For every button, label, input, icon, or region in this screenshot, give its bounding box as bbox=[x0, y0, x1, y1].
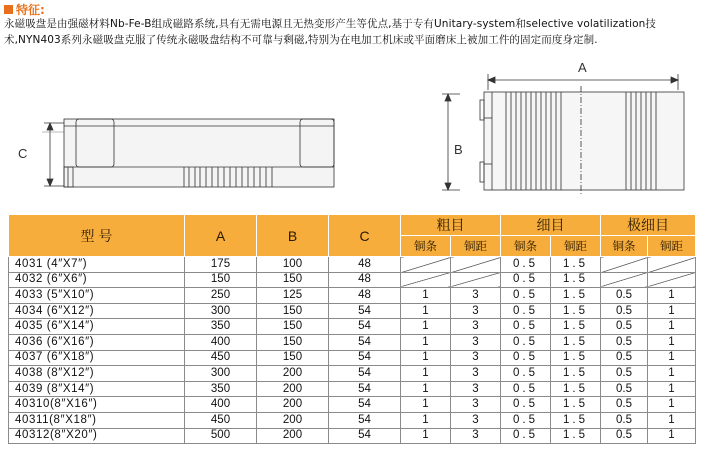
cell-model: 4037 (6″X18″) bbox=[9, 350, 185, 366]
cell-fine-pitch: 1.5 bbox=[551, 288, 601, 304]
cell-fine-strip: 0.5 bbox=[501, 366, 551, 382]
cell-model: 4035 (6″X14″) bbox=[9, 319, 185, 335]
spec-table-body bbox=[9, 257, 696, 444]
cell-coarse-strip: 1 bbox=[401, 350, 451, 366]
cell-b: 150 bbox=[257, 350, 329, 366]
cell-model: 40310(8″X16″) bbox=[9, 397, 185, 413]
cell-a: 400 bbox=[185, 397, 257, 413]
cell-c: 54 bbox=[329, 428, 401, 444]
cell-model: 40312(8″X20″) bbox=[9, 428, 185, 444]
cell-extra-fine-strip bbox=[601, 257, 648, 273]
cell-coarse-pitch: 3 bbox=[451, 397, 501, 413]
section-header bbox=[4, 2, 45, 16]
cell-extra-fine-pitch: 1 bbox=[648, 350, 696, 366]
cell-coarse-strip: 1 bbox=[401, 397, 451, 413]
cell-fine-pitch: 1.5 bbox=[551, 350, 601, 366]
table-row bbox=[9, 257, 696, 273]
cell-coarse-pitch: 3 bbox=[451, 303, 501, 319]
cell-c: 54 bbox=[329, 319, 401, 335]
cell-coarse-pitch: 3 bbox=[451, 381, 501, 397]
cell-coarse-strip: 1 bbox=[401, 381, 451, 397]
header-extra-fine: 极细目 bbox=[601, 215, 696, 236]
cell-fine-pitch: 1.5 bbox=[551, 319, 601, 335]
cell-b: 150 bbox=[257, 303, 329, 319]
cell-c: 54 bbox=[329, 412, 401, 428]
cell-fine-pitch: 1.5 bbox=[551, 428, 601, 444]
cell-fine-strip: 0.5 bbox=[501, 257, 551, 273]
cell-a: 450 bbox=[185, 412, 257, 428]
dimension-a-label: A bbox=[578, 60, 587, 75]
cell-extra-fine-strip: 0.5 bbox=[601, 381, 648, 397]
cell-coarse-pitch: 3 bbox=[451, 288, 501, 304]
cell-b: 200 bbox=[257, 412, 329, 428]
cell-model: 4034 (6″X12″) bbox=[9, 303, 185, 319]
cell-extra-fine-pitch: 1 bbox=[648, 288, 696, 304]
table-row bbox=[9, 334, 696, 350]
cell-fine-strip: 0.5 bbox=[501, 412, 551, 428]
cell-c: 54 bbox=[329, 381, 401, 397]
header-extra-fine-strip: 铜条 bbox=[601, 236, 648, 257]
cell-b: 200 bbox=[257, 381, 329, 397]
cell-c: 54 bbox=[329, 350, 401, 366]
header-extra-fine-pitch: 铜距 bbox=[648, 236, 696, 257]
cell-model: 4031 (4″X7″) bbox=[9, 257, 185, 273]
header-coarse-pitch: 铜距 bbox=[451, 236, 501, 257]
cell-b: 150 bbox=[257, 319, 329, 335]
cell-extra-fine-strip: 0.5 bbox=[601, 288, 648, 304]
cell-extra-fine-strip: 0.5 bbox=[601, 303, 648, 319]
cell-a: 500 bbox=[185, 428, 257, 444]
cell-fine-pitch: 1.5 bbox=[551, 257, 601, 273]
header-a: A bbox=[185, 215, 257, 257]
cell-model: 4036 (6″X16″) bbox=[9, 334, 185, 350]
cell-a: 400 bbox=[185, 334, 257, 350]
table-row bbox=[9, 319, 696, 335]
cell-a: 450 bbox=[185, 350, 257, 366]
side-view-drawing bbox=[14, 110, 344, 200]
table-row bbox=[9, 272, 696, 288]
header-model: 型 号 bbox=[9, 215, 185, 257]
cell-c: 48 bbox=[329, 272, 401, 288]
cell-extra-fine-pitch: 1 bbox=[648, 303, 696, 319]
cell-a: 300 bbox=[185, 303, 257, 319]
cell-model: 40311(8″X18″) bbox=[9, 412, 185, 428]
cell-coarse-pitch bbox=[451, 272, 501, 288]
cell-coarse-strip: 1 bbox=[401, 428, 451, 444]
cell-extra-fine-strip bbox=[601, 272, 648, 288]
cell-extra-fine-pitch: 1 bbox=[648, 397, 696, 413]
table-row bbox=[9, 350, 696, 366]
cell-coarse-pitch: 3 bbox=[451, 334, 501, 350]
header-fine: 细目 bbox=[501, 215, 601, 236]
cell-coarse-pitch bbox=[451, 257, 501, 273]
cell-b: 200 bbox=[257, 428, 329, 444]
cell-extra-fine-strip: 0.5 bbox=[601, 366, 648, 382]
table-row bbox=[9, 303, 696, 319]
cell-extra-fine-strip: 0.5 bbox=[601, 397, 648, 413]
cell-extra-fine-pitch: 1 bbox=[648, 366, 696, 382]
table-row bbox=[9, 288, 696, 304]
cell-extra-fine-pitch: 1 bbox=[648, 319, 696, 335]
cell-coarse-strip: 1 bbox=[401, 366, 451, 382]
cell-coarse-strip bbox=[401, 272, 451, 288]
cell-fine-pitch: 1.5 bbox=[551, 272, 601, 288]
cell-fine-strip: 0.5 bbox=[501, 272, 551, 288]
header-fine-strip: 铜条 bbox=[501, 236, 551, 257]
cell-c: 48 bbox=[329, 257, 401, 273]
cell-fine-pitch: 1.5 bbox=[551, 303, 601, 319]
cell-model: 4038 (8″X12″) bbox=[9, 366, 185, 382]
table-row bbox=[9, 412, 696, 428]
table-row bbox=[9, 366, 696, 382]
cell-a: 250 bbox=[185, 288, 257, 304]
cell-fine-pitch: 1.5 bbox=[551, 366, 601, 382]
cell-c: 54 bbox=[329, 334, 401, 350]
cell-coarse-pitch: 3 bbox=[451, 350, 501, 366]
cell-a: 300 bbox=[185, 366, 257, 382]
cell-fine-strip: 0.5 bbox=[501, 397, 551, 413]
cell-extra-fine-pitch: 1 bbox=[648, 428, 696, 444]
cell-coarse-strip: 1 bbox=[401, 303, 451, 319]
cell-extra-fine-strip: 0.5 bbox=[601, 319, 648, 335]
cell-a: 150 bbox=[185, 272, 257, 288]
table-row bbox=[9, 397, 696, 413]
header-b: B bbox=[257, 215, 329, 257]
cell-fine-pitch: 1.5 bbox=[551, 381, 601, 397]
cell-model: 4039 (8″X14″) bbox=[9, 381, 185, 397]
spec-table bbox=[8, 214, 696, 444]
cell-coarse-pitch: 3 bbox=[451, 366, 501, 382]
cell-b: 125 bbox=[257, 288, 329, 304]
cell-extra-fine-pitch: 1 bbox=[648, 334, 696, 350]
cell-c: 54 bbox=[329, 366, 401, 382]
cell-fine-strip: 0.5 bbox=[501, 381, 551, 397]
cell-coarse-pitch: 3 bbox=[451, 412, 501, 428]
cell-coarse-strip: 1 bbox=[401, 334, 451, 350]
header-fine-pitch: 铜距 bbox=[551, 236, 601, 257]
cell-fine-strip: 0.5 bbox=[501, 319, 551, 335]
header-coarse-strip: 铜条 bbox=[401, 236, 451, 257]
cell-coarse-strip: 1 bbox=[401, 412, 451, 428]
header-c: C bbox=[329, 215, 401, 257]
cell-extra-fine-strip: 0.5 bbox=[601, 350, 648, 366]
cell-fine-pitch: 1.5 bbox=[551, 397, 601, 413]
cell-a: 350 bbox=[185, 381, 257, 397]
dimension-b-label: B bbox=[454, 142, 463, 157]
cell-b: 150 bbox=[257, 272, 329, 288]
cell-a: 350 bbox=[185, 319, 257, 335]
cell-fine-pitch: 1.5 bbox=[551, 334, 601, 350]
cell-b: 200 bbox=[257, 366, 329, 382]
cell-model: 4033 (5″X10″) bbox=[9, 288, 185, 304]
cell-b: 150 bbox=[257, 334, 329, 350]
cell-extra-fine-pitch: 1 bbox=[648, 381, 696, 397]
cell-fine-strip: 0.5 bbox=[501, 288, 551, 304]
cell-c: 48 bbox=[329, 288, 401, 304]
cell-fine-strip: 0.5 bbox=[501, 350, 551, 366]
bullet-square-icon bbox=[4, 5, 13, 14]
cell-coarse-strip: 1 bbox=[401, 288, 451, 304]
cell-a: 175 bbox=[185, 257, 257, 273]
dimension-c-label: C bbox=[18, 146, 28, 161]
cell-coarse-pitch: 3 bbox=[451, 428, 501, 444]
cell-coarse-strip: 1 bbox=[401, 319, 451, 335]
table-row bbox=[9, 428, 696, 444]
feature-description: 永磁吸盘是由强磁材料Nb-Fe-B组成磁路系统,具有无需电源且无热变形产生等优点,基于专有Unitary-system和selective volatilization技术,NYN403系列永磁吸盘克服了传统永磁吸盘结构不可靠与剩磁,特别为在电加工机床或平面磨床上被加工件的固定而度身定制. bbox=[4, 18, 656, 46]
header-coarse: 粗目 bbox=[401, 215, 501, 236]
top-view-drawing bbox=[440, 58, 702, 198]
cell-extra-fine-strip: 0.5 bbox=[601, 412, 648, 428]
section-title: 特征: bbox=[16, 2, 45, 17]
cell-extra-fine-strip: 0.5 bbox=[601, 428, 648, 444]
cell-extra-fine-pitch: 1 bbox=[648, 412, 696, 428]
cell-extra-fine-strip: 0.5 bbox=[601, 334, 648, 350]
cell-fine-strip: 0.5 bbox=[501, 303, 551, 319]
cell-fine-strip: 0.5 bbox=[501, 428, 551, 444]
table-row bbox=[9, 381, 696, 397]
cell-c: 54 bbox=[329, 303, 401, 319]
cell-c: 54 bbox=[329, 397, 401, 413]
cell-fine-pitch: 1.5 bbox=[551, 412, 601, 428]
cell-coarse-strip bbox=[401, 257, 451, 273]
cell-b: 200 bbox=[257, 397, 329, 413]
cell-model: 4032 (6″X6″) bbox=[9, 272, 185, 288]
cell-extra-fine-pitch bbox=[648, 272, 696, 288]
cell-fine-strip: 0.5 bbox=[501, 334, 551, 350]
cell-b: 100 bbox=[257, 257, 329, 273]
cell-extra-fine-pitch bbox=[648, 257, 696, 273]
cell-coarse-pitch: 3 bbox=[451, 319, 501, 335]
